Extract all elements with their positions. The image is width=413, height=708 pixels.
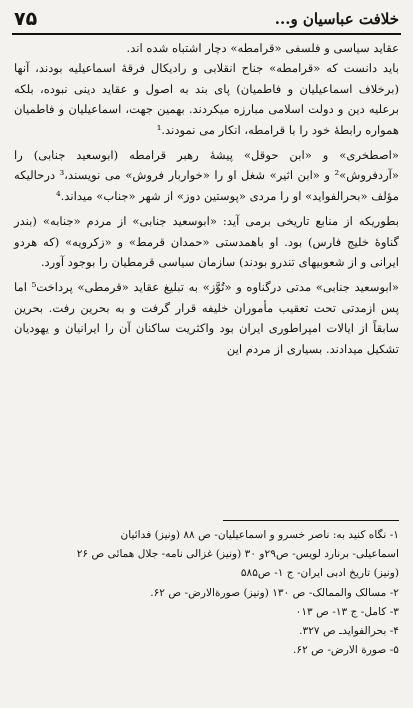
paragraph: باید دانست که «قرامطه» جناح انقلابی و رادیکال فرقهٔ اسماعیلیه بودند، آنها (برخلاف اسماعیلیان و فاطمیان) پای بند به اصول و عقاید دینی نبوده، بلکه برعلیه دین و دولت اسلامی مبارزه میکردند. بهمین جهت، اسماعیلیان و فاطمیان همواره رابطهٔ خود را با قرامطه، انکار می نمودند.¹ — [14, 61, 399, 137]
footnote-line: ۳- کامل- ج ۱۳- ص ۰۱۳ — [295, 605, 399, 618]
running-title: خلافت عباسیان و... — [274, 10, 399, 28]
page-header — [14, 6, 399, 32]
main-text — [14, 38, 399, 359]
footnote-line: ۴- بحرالفوایدـ ص ۳۲۷. — [299, 625, 399, 638]
paragraph: «اصطخری» و «ابن حوقل» پیشهٔ رهبر قرامطه (ابوسعید جنابی) را «آردفروش»² و «ابن اثیر» شغل او را «خواربار فروش» می نویسند،³ درحالیکه مؤلف «بحرالفواید» او را مردی «پوستین دوز» از شهر «جناب» میداند.⁴ — [14, 148, 400, 203]
footnotes — [14, 526, 399, 660]
footnote-line: ۲- مسالک والممالک- ص ۱۳۰ (ونیز) صورةالارض- ص ۶۲. — [150, 586, 399, 599]
paragraph: عقاید سیاسی و فلسفی «قرامطه» دچار اشتباه شده اند. — [126, 41, 399, 55]
paragraph: بطوریکه از منابع تاریخی برمی آید: «ابوسعید جنابی» از مردم «جنابه» (بندر گناوهٔ خلیج فارس) بود. او باهمدستی «حمدان قرمط» و «زکرویه» (که هردو ایرانی و از شعوبیهای تندرو بودند) سازمان سیاسی قرمطیان را بوجود آورد. — [14, 214, 399, 270]
footnote-line: (ونیز) تاریخ ادبی ایران- ج ۱- ص۵۸۵ — [240, 567, 399, 580]
footnote-line: ۱- نگاه کنید به: ناصر خسرو و اسماعیلیان- ص ۸۸ (ونیز) فدائیان — [120, 529, 399, 541]
footnote-separator — [223, 520, 399, 521]
page-number: ۷۵ — [14, 8, 38, 30]
header-rule — [12, 33, 401, 35]
paragraph: «ابوسعید جنابی» مدتی درگناوه و «تُوَّز» به تبلیغ عقاید «قرمطی» پرداخت⁵ اما پس ازمدتی تحت تعقیب مأموران خلیفه قرار گرفت و به بحرین رفت. بحرین سابقاً از ایالات امپراطوری ایران بود واکثریت ساکنان آن را ایرانیان و یهودیان تشکیل میدادند. بسیاری از مردم این — [14, 280, 399, 356]
footnote-line: اسماعیلی- برنارد لویس- ص۲۹و ۳۰ (ونیز) غزالی نامه- جلال همائی ص ۲۶ — [76, 548, 399, 561]
footnote-line: ۵- صورة الارض- ص ۶۲. — [293, 644, 399, 657]
